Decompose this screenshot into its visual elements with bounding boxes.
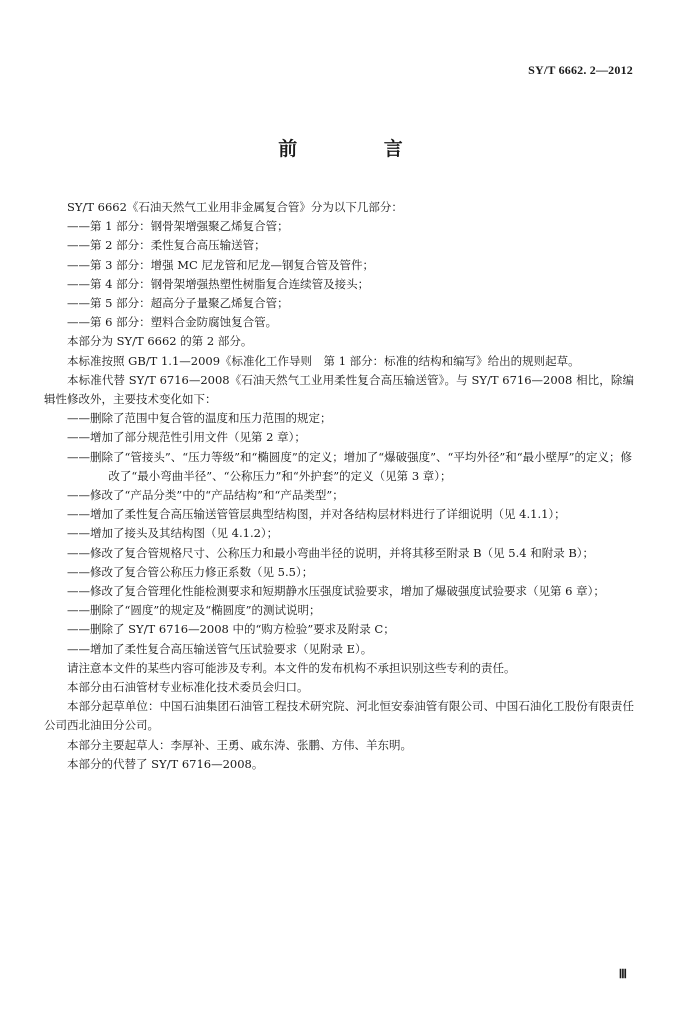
list-item: ——删除了 SY/T 6716—2008 中的“购方检验”要求及附录 C； xyxy=(67,622,395,637)
body-paragraph: 请注意本文件的某些内容可能涉及专利。本文件的发布机构不承担识别这些专利的责任。 xyxy=(67,660,516,675)
body-paragraph: SY/T 6662《石油天然气工业用非金属复合管》分为以下几部分： xyxy=(67,200,403,214)
list-item: ——增加了柔性复合高压输送管管层典型结构图，并对各结构层材料进行了详细说明（见 4.1.1）； xyxy=(67,507,566,522)
body-paragraph: 本部分主要起草人：李厚补、王勇、戚东涛、张鹏、方伟、羊东明。 xyxy=(67,737,412,752)
page-title: 前 言 xyxy=(278,138,443,160)
list-item: ——删除了“管接头”、“压力等级”和“椭圆度”的定义；增加了“爆破强度”、“平均外径”和“最小壁厚”的定义；修改了“最小弯曲半径”、“公称压力”和“外护套”的定义（见第 3 章）； xyxy=(67,449,633,483)
body-paragraph: 本部分由石油管材专业标准化技术委员会归口。 xyxy=(67,680,309,695)
list-item: ——第 6 部分：塑料合金防腐蚀复合管。 xyxy=(67,315,278,330)
list-item: ——第 4 部分：钢骨架增强热塑性树脂复合连续管及接头； xyxy=(67,276,370,291)
list-item: ——第 2 部分：柔性复合高压输送管； xyxy=(67,238,266,253)
page-number: Ⅲ xyxy=(618,967,627,981)
list-item: ——修改了复合管规格尺寸、公称压力和最小弯曲半径的说明，并将其移至附录 B（见 5.4 和附录 B）； xyxy=(67,545,595,560)
body-paragraph: 本部分的代替了 SY/T 6716—2008。 xyxy=(67,756,264,771)
list-item: ——删除了“圆度”的规定及“椭圆度”的测试说明； xyxy=(67,603,321,618)
list-item: ——修改了复合管公称压力修正系数（见 5.5）； xyxy=(67,564,314,579)
list-item: ——增加了柔性复合高压输送管气压试验要求（见附录 E）。 xyxy=(67,641,373,656)
list-item: ——删除了范围中复合管的温度和压力范围的规定； xyxy=(67,411,332,426)
body-paragraph: 本标准代替 SY/T 6716—2008《石油天然气工业用柔性复合高压输送管》。与 SY/T 6716—2008 相比，除编辑性修改外，主要技术变化如下： xyxy=(44,372,634,407)
body-paragraph: 本标准按照 GB/T 1.1—2009《标准化工作导则 第 1 部分：标准的结构和编写》给出的规则起草。 xyxy=(67,353,580,368)
foreword-body xyxy=(44,198,634,774)
list-item: ——修改了复合管理化性能检测要求和短期静水压强度试验要求，增加了爆破强度试验要求（见第 6 章）； xyxy=(67,584,605,599)
list-item: ——增加了接头及其结构图（见 4.1.2）； xyxy=(67,526,279,541)
list-item: ——修改了“产品分类”中的“产品结构”和“产品类型”； xyxy=(67,488,344,503)
list-item: ——第 5 部分：超高分子量聚乙烯复合管； xyxy=(67,296,289,311)
list-item: ——第 3 部分：增强 MC 尼龙管和尼龙—钢复合管及管件； xyxy=(67,257,375,272)
list-item: ——增加了部分规范性引用文件（见第 2 章）； xyxy=(67,430,306,445)
list-item: ——第 1 部分：钢骨架增强聚乙烯复合管； xyxy=(67,219,289,234)
standard-code: SY/T 6662. 2—2012 xyxy=(528,63,633,77)
body-paragraph: 本部分起草单位：中国石油集团石油管工程技术研究院、河北恒安泰油管有限公司、中国石油化工股份有限责任公司西北油田分公司。 xyxy=(44,699,634,733)
body-paragraph: 本部分为 SY/T 6662 的第 2 部分。 xyxy=(67,334,253,349)
